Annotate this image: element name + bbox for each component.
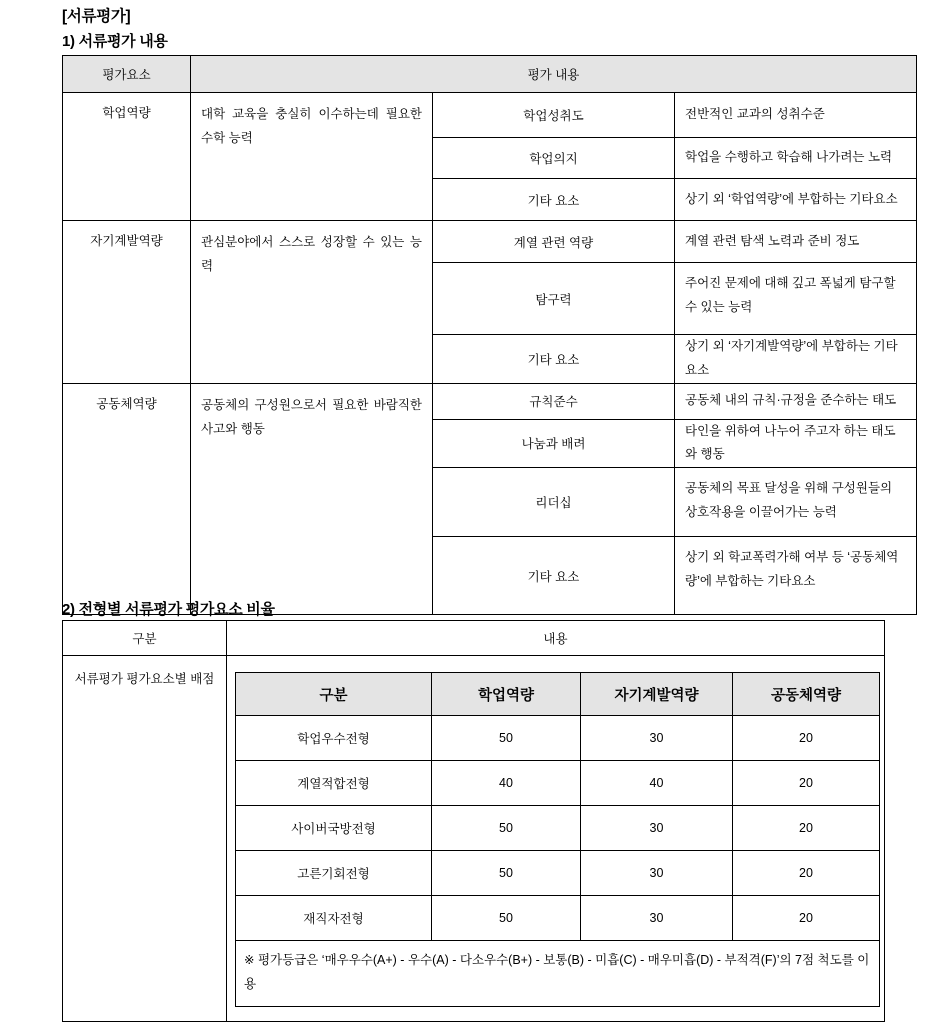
subitem-detail: 계열 관련 탐색 노력과 준비 정도 <box>675 221 917 263</box>
subitem-detail: 상기 외 ‘자기계발역량’에 부합하는 기타요소 <box>675 335 917 384</box>
subitem-name: 나눔과 배려 <box>433 419 675 468</box>
subitem-detail: 주어진 문제에 대해 깊고 폭넓게 탐구할 수 있는 능력 <box>675 263 917 335</box>
inner-header-academic: 학업역량 <box>432 673 581 716</box>
row-label-score-allocation: 서류평가 평가요소별 배점 <box>63 656 227 1022</box>
admission-type: 사이버국방전형 <box>236 806 432 851</box>
score-self-development: 30 <box>581 896 733 941</box>
subitem-detail: 상기 외 ‘학업역량’에 부합하는 기타요소 <box>675 179 917 221</box>
subitem-name: 계열 관련 역량 <box>433 221 675 263</box>
subitem-name: 학업의지 <box>433 138 675 179</box>
table-row <box>236 851 880 896</box>
score-academic: 40 <box>432 761 581 806</box>
score-community: 20 <box>733 896 880 941</box>
score-academic: 50 <box>432 896 581 941</box>
admission-type: 고른기회전형 <box>236 851 432 896</box>
table-row <box>63 656 885 1022</box>
table-header-row <box>63 621 885 656</box>
score-self-development: 40 <box>581 761 733 806</box>
table-row <box>63 221 917 263</box>
category-description-self-development: 관심분야에서 스스로 성장할 수 있는 능력 <box>191 221 433 384</box>
table-row <box>236 761 880 806</box>
subitem-detail: 공동체 내의 규칙·규정을 준수하는 태도 <box>675 383 917 419</box>
table-row <box>63 383 917 419</box>
category-self-development: 자기계발역량 <box>63 221 191 384</box>
header-content: 내용 <box>227 621 885 656</box>
inner-header-row <box>236 673 880 716</box>
admission-type-score-table <box>235 672 880 1007</box>
header-evaluation-content: 평가 내용 <box>191 56 917 93</box>
subitem-detail: 학업을 수행하고 학습해 나가려는 노력 <box>675 138 917 179</box>
score-academic: 50 <box>432 851 581 896</box>
score-ratio-table <box>62 620 885 1022</box>
admission-type: 재직자전형 <box>236 896 432 941</box>
table-row <box>63 93 917 138</box>
admission-type: 계열적합전형 <box>236 761 432 806</box>
table-row <box>236 941 880 1007</box>
subitem-name: 학업성취도 <box>433 93 675 138</box>
subitem-name: 기타 요소 <box>433 335 675 384</box>
score-community: 20 <box>733 806 880 851</box>
inner-header-self-development: 자기계발역량 <box>581 673 733 716</box>
section-2-heading: 2) 전형별 서류평가 평가요소 비율 <box>62 601 275 618</box>
subitem-name: 리더십 <box>433 468 675 537</box>
subitem-detail: 공동체의 목표 달성을 위해 구성원들의 상호작용을 이끌어가는 능력 <box>675 468 917 537</box>
document-title: [서류평가] <box>62 8 131 25</box>
subitem-name: 기타 요소 <box>433 537 675 615</box>
subitem-name: 탐구력 <box>433 263 675 335</box>
score-self-development: 30 <box>581 806 733 851</box>
table-row <box>236 716 880 761</box>
category-academic: 학업역량 <box>63 93 191 221</box>
header-evaluation-factor: 평가요소 <box>63 56 191 93</box>
table-row <box>236 896 880 941</box>
evaluation-content-table <box>62 55 917 615</box>
admission-type: 학업우수전형 <box>236 716 432 761</box>
table-row <box>236 806 880 851</box>
inner-table-container <box>227 656 885 1022</box>
subitem-name: 기타 요소 <box>433 179 675 221</box>
category-description-academic: 대학 교육을 충실히 이수하는데 필요한 수학 능력 <box>191 93 433 221</box>
subitem-name: 규칙준수 <box>433 383 675 419</box>
subitem-detail: 타인을 위하여 나누어 주고자 하는 태도와 행동 <box>675 419 917 468</box>
category-community: 공동체역량 <box>63 383 191 615</box>
header-division: 구분 <box>63 621 227 656</box>
score-academic: 50 <box>432 716 581 761</box>
score-academic: 50 <box>432 806 581 851</box>
score-community: 20 <box>733 851 880 896</box>
evaluation-grade-note: ※ 평가등급은 ‘매우우수(A+) - 우수(A) - 다소우수(B+) - 보통(B) - 미흡(C) - 매우미흡(D) - 부적격(F)’의 7점 척도를 이용 <box>236 941 880 1007</box>
score-self-development: 30 <box>581 851 733 896</box>
score-community: 20 <box>733 761 880 806</box>
inner-header-community: 공동체역량 <box>733 673 880 716</box>
inner-header-division: 구분 <box>236 673 432 716</box>
category-description-community: 공동체의 구성원으로서 필요한 바람직한 사고와 행동 <box>191 383 433 615</box>
subitem-detail: 상기 외 학교폭력가해 여부 등 ‘공동체역량’에 부합하는 기타요소 <box>675 537 917 615</box>
subitem-detail: 전반적인 교과의 성취수준 <box>675 93 917 138</box>
score-community: 20 <box>733 716 880 761</box>
section-1-heading: 1) 서류평가 내용 <box>62 33 168 50</box>
table-header-row <box>63 56 917 93</box>
score-self-development: 30 <box>581 716 733 761</box>
